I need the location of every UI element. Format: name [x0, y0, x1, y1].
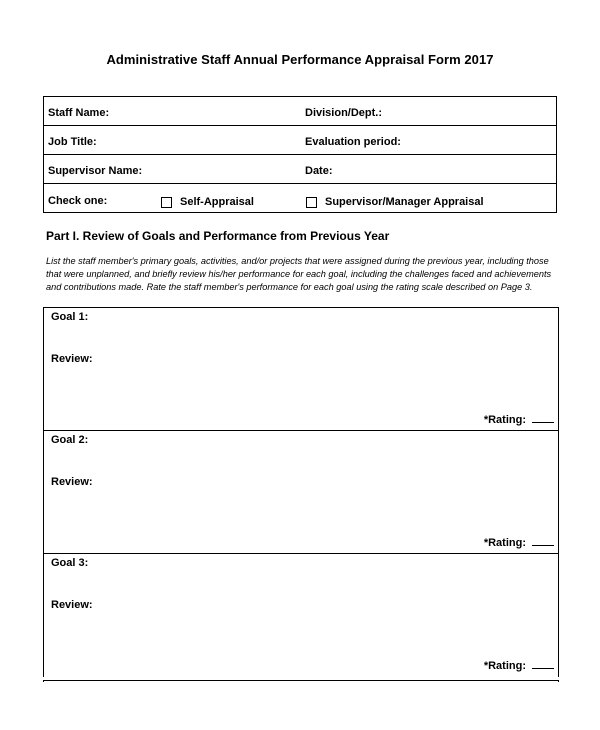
staff-name-label: Staff Name:	[48, 107, 110, 119]
goal-2-rating	[484, 537, 554, 549]
goal-3-box	[43, 553, 559, 677]
info-row-job-title	[44, 126, 556, 155]
instruction-line: that were unplanned, and briefly review his/her performance for each goal, including the challenges faced and achievements	[46, 269, 552, 279]
goal-3-label: Goal 3:	[51, 557, 89, 569]
info-row-check-one	[44, 184, 556, 213]
self-appraisal-label: Self-Appraisal	[180, 196, 254, 208]
part1-instructions	[46, 255, 558, 294]
goal-2-review-label: Review:	[51, 476, 93, 488]
goal-3-rating	[484, 660, 554, 672]
rating-blank[interactable]	[532, 422, 554, 423]
goal-2-box	[43, 430, 559, 554]
staff-info-table	[43, 96, 557, 213]
division-dept-label: Division/Dept.:	[305, 107, 383, 119]
self-appraisal-option[interactable]	[161, 196, 254, 208]
part1-heading: Part I. Review of Goals and Performance from Previous Year	[46, 229, 390, 243]
check-one-label: Check one:	[48, 195, 108, 207]
evaluation-period-label: Evaluation period:	[305, 136, 401, 148]
goal-1-box	[43, 307, 559, 431]
date-label: Date:	[305, 165, 333, 177]
supervisor-appraisal-option[interactable]	[306, 196, 484, 208]
next-goal-box-left-edge	[43, 680, 44, 682]
goal-2-label: Goal 2:	[51, 434, 89, 446]
next-goal-box-top-edge	[43, 680, 559, 681]
goal-3-rating-label: *Rating:	[483, 660, 526, 672]
goal-3-review-label: Review:	[51, 599, 93, 611]
supervisor-name-label: Supervisor Name:	[48, 165, 143, 177]
form-title: Administrative Staff Annual Performance Appraisal Form 2017	[106, 52, 494, 67]
goal-2-rating-label: *Rating:	[483, 537, 526, 549]
goal-1-rating-label: *Rating:	[483, 414, 526, 426]
goal-1-review-label: Review:	[51, 353, 93, 365]
job-title-label: Job Title:	[48, 136, 97, 148]
supervisor-appraisal-label: Supervisor/Manager Appraisal	[325, 196, 484, 208]
self-appraisal-checkbox[interactable]	[161, 197, 172, 208]
goal-1-label: Goal 1:	[51, 311, 89, 323]
instruction-line: List the staff member's primary goals, activities, and/or projects that were assigned during the previous year, including those	[46, 256, 549, 266]
info-row-supervisor	[44, 155, 556, 184]
next-goal-box-right-edge	[558, 680, 559, 682]
supervisor-appraisal-checkbox[interactable]	[306, 197, 317, 208]
info-row-staff-name	[44, 97, 556, 126]
goal-1-rating	[484, 414, 554, 426]
rating-blank[interactable]	[532, 668, 554, 669]
instruction-line: and contributions made. Rate the staff member's performance for each goal using the rating scale described on Page 3.	[46, 282, 533, 292]
rating-blank[interactable]	[532, 545, 554, 546]
